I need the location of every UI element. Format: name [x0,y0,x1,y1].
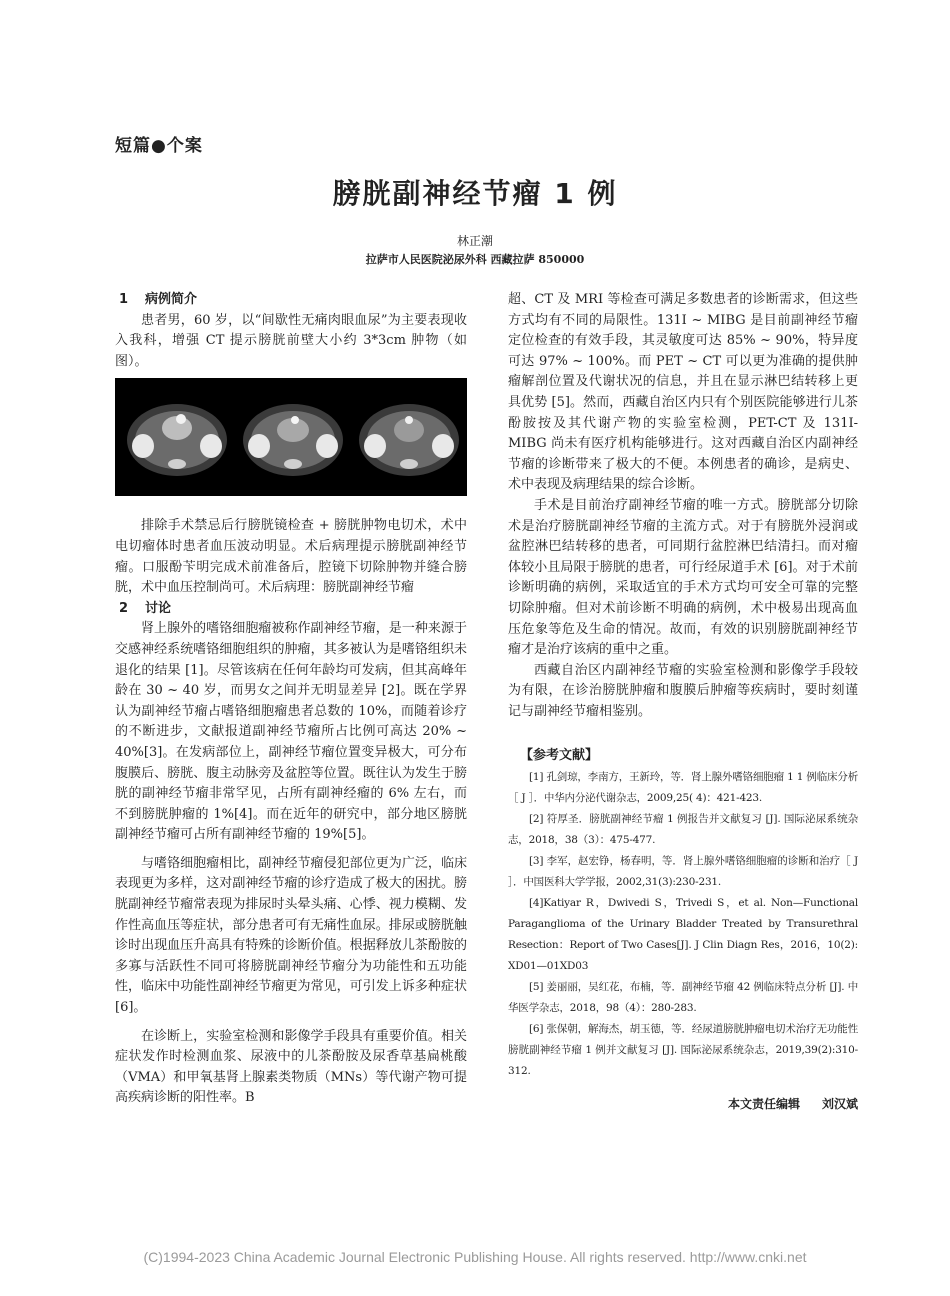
paragraph: 排除手术禁忌后行膀胱镜检查 + 膀胱肿物电切术，术中电切瘤体时患者血压波动明显。术后病理提示膀胱副神经节瘤。口服酚苄明完成术前准备后，腔镜下切除肿物并缝合膀胱，术中血压控制尚可。术后病理：膀胱副神经节瘤 [115,518,467,596]
paragraph: 西藏自治区内副神经节瘤的实验室检测和影像学手段较为有限，在诊治膀胱肿瘤和腹膜后肿瘤等疾病时，要时刻谨记与副神经节瘤相鉴别。 [508,662,858,719]
right-column [508,290,858,1115]
section-heading-1: 1 病例简介 [119,292,198,307]
section-heading-2: 2 讨论 [119,600,172,616]
copyright-footer: (C)1994-2023 China Academic Journal Electronic Publishing House. All rights reserved. http://www.cnki.net [143,1249,807,1265]
ct-scan-image [353,386,465,488]
paragraph: 患者男，60 岁，以“间歇性无痛肉眼血尿”为主要表现收入我科，增强 CT 提示膀胱前壁大小约 3*3cm 肿物（如图）。 [115,312,467,369]
article-title: 膀胱副神经节瘤 1 例 [332,177,618,210]
ct-scan-figure [115,378,467,496]
reference-item: [2] 符厚圣．膀胱副神经节瘤 1 例报告并文献复习 [J]. 国际泌尿系统杂志，2018，38（3）：475-477. [508,813,858,847]
editor-credit: 本文责任编辑 刘汉斌 [727,1097,858,1112]
paragraph: 肾上腺外的嗜铬细胞瘤被称作副神经节瘤，是一种来源于交感神经系统嗜铬细胞组织的肿瘤，其多被认为是嗜铬组织未退化的结果 [1]。尽管该病在任何年龄均可发病，但其高峰年龄在 30 ~ 40 岁，而男女之间并无明显差异 [2]。既在学界认为副神经节瘤占嗜铬细胞瘤患者总数的 10%，而随着诊疗的不断进步，文献报道副神经节瘤所占比例可高达 20% ~ 40%[3]。在发病部位上，副神经节瘤位置变异极大，可分布腹膜后、膀胱、腹主动脉旁及盆腔等位置。既往认为发生于膀胱的副神经节瘤非常罕见，占所有副神经瘤的 6% 左右，而不到膀胱肿瘤的 1%[4]。而在近年的研究中，部分地区膀胱副神经节瘤可占所有副神经节瘤的 19%[5]。 [115,621,467,843]
author: 林正潮 [456,234,493,248]
section-label: 短篇●个案 [115,136,203,156]
reference-item: [4]Katiyar R，Dwivedi S，Trivedi S，et al. Non—Functional Paraganglioma of the Urinary Bladder Treated by Transurethral Resection：Report of Two Cases[J]. J Clin Diagn Res，2016，10(2): XD01—01XD03 [508,897,858,973]
reference-item: [6] 张保朝，解海杰，胡玉德，等．经尿道膀胱肿瘤电切术治疗无功能性膀胱副神经节瘤 1 例并文献复习 [J]. 国际泌尿系统杂志，2019,39(2):310-312. [508,1023,858,1078]
left-column [115,290,467,1109]
reference-item: [3] 李军，赵宏铮，杨春明，等．肾上腺外嗜铬细胞瘤的诊断和治疗［ J ］．中国医科大学学报，2002,31(3):230-231. [508,855,858,889]
reference-item: [5] 姜丽丽，吴红花，布楠，等．副神经节瘤 42 例临床特点分析 [J]. 中华医学杂志，2018，98（4）：280-283. [508,981,858,1015]
paragraph: 在诊断上，实验室检测和影像学手段具有重要价值。相关症状发作时检测血浆、尿液中的儿茶酚胺及尿香草基扁桃酸（VMA）和甲氧基肾上腺素类物质（MNs）等代谢产物可提高疾病诊断的阳性率。B [115,1028,467,1106]
references-list [508,767,858,1082]
references-heading: 【参考文献】 [520,748,599,764]
ct-scan-image [237,386,349,488]
paragraph: 手术是目前治疗副神经节瘤的唯一方式。膀胱部分切除术是治疗膀胱副神经节瘤的主流方式。对于有膀胱外浸润或盆腔淋巴结转移的患者，可同期行盆腔淋巴结清扫。而对瘤体较小且局限于膀胱的患者，可行经尿道手术 [6]。对于术前诊断明确的病例，采取适宜的手术方式均可安全可靠的完整切除肿瘤。但对术前诊断不明确的病例，术中极易出现高血压危象等危及生命的情况。故而，有效的识别膀胱副神经节瘤才是治疗该病的重中之重。 [508,497,858,658]
reference-item: [1] 孔剑琼，李南方，王新玲，等．肾上腺外嗜铬细胞瘤 1 1 例临床分析［ J ］．中华内分泌代谢杂志，2009,25( 4)：421-423. [508,771,858,805]
affiliation: 拉萨市人民医院泌尿外科 西藏拉萨 850000 [365,253,585,266]
paragraph: 与嗜铬细胞瘤相比，副神经节瘤侵犯部位更为广泛，临床表现更为多样，这对副神经节瘤的诊疗造成了极大的困扰。膀胱副神经节瘤常表现为排尿时头晕头痛、心悸、视力模糊、发作性高血压等症状，部分患者可有无痛性血尿。排尿或膀胱触诊时出现血压升高具有特殊的诊断价值。根据释放儿茶酚胺的多寡与活跃性不同可将膀胱副神经节瘤分为功能性和五功能性，临床中功能性副神经节瘤更为常见，可引发上诉多种症状 [6]。 [115,855,467,1016]
paragraph: 超、CT 及 MRI 等检查可满足多数患者的诊断需求，但这些方式均有不同的局限性。131I ~ MIBG 是目前副神经节瘤定位检查的有效手段，其灵敏度可达 85% ~ 90%，特异度可达 97% ~ 100%。而 PET ~ CT 可以更为准确的提供肿瘤解剖位置及代谢状况的信息，并且在显示淋巴结转移上更具优势 [5]。然而，西藏自治区内只有个别医院能够进行儿茶酚胺按及其代谢产物的实验室检测，PET-CT 及 131I-MIBG 尚未有医疗机构能够进行。这对西藏自治区内副神经节瘤的诊断带来了极大的不便。本例患者的确诊，是病史、术中表现及病理结果的综合诊断。 [508,292,858,493]
ct-scan-image [121,386,233,488]
